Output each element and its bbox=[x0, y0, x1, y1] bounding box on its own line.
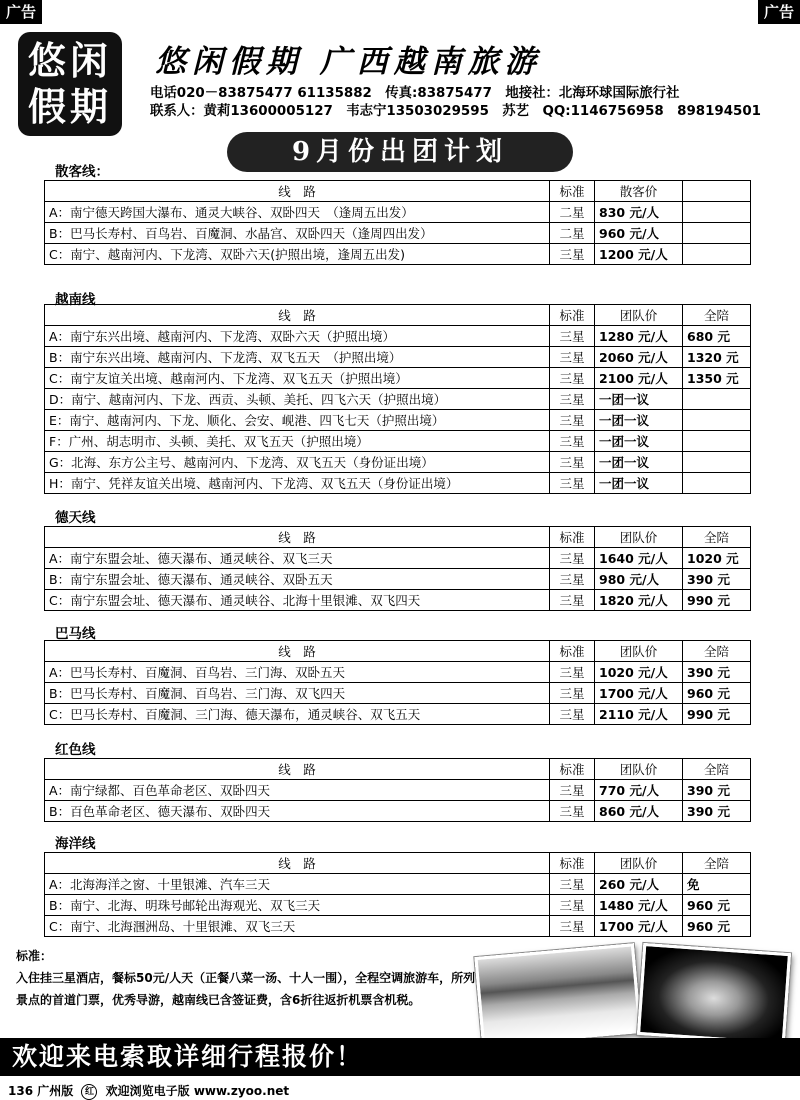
cell-standard: 三星 bbox=[550, 347, 595, 368]
cell-standard: 三星 bbox=[550, 801, 595, 822]
cell-price: 830 元/人 bbox=[595, 202, 683, 223]
table-row bbox=[45, 662, 751, 683]
header-cell-price: 团队价 bbox=[595, 759, 683, 780]
table-row bbox=[45, 801, 751, 822]
cell-route: A：南宁德天跨国大瀑布、通灵大峡谷、双卧四天 （逢周五出发） bbox=[45, 202, 550, 223]
section-label: 德天线 bbox=[55, 510, 96, 526]
brand-logo bbox=[18, 32, 122, 136]
publication-icon: 红 bbox=[81, 1084, 97, 1100]
route-table bbox=[44, 758, 751, 822]
table-row bbox=[45, 368, 751, 389]
header-cell-route: 线 路 bbox=[45, 527, 550, 548]
table-header-row bbox=[45, 759, 751, 780]
cell-route: A：南宁东兴出境、越南河内、下龙湾、双卧六天（护照出境） bbox=[45, 326, 550, 347]
cell-accompany: 390 元 bbox=[683, 569, 751, 590]
cell-route: B：南宁、北海、明珠号邮轮出海观光、双飞三天 bbox=[45, 895, 550, 916]
table-row bbox=[45, 389, 751, 410]
header-cell-route: 线 路 bbox=[45, 181, 550, 202]
cell-accompany: 1020 元 bbox=[683, 548, 751, 569]
cell-route: B：巴马长寿村、百鸟岩、百魔洞、水晶宫、双卧四天（逢周四出发） bbox=[45, 223, 550, 244]
cell-route: A：北海海洋之窗、十里银滩、汽车三天 bbox=[45, 874, 550, 895]
cell-route: C：巴马长寿村、百魔洞、三门海、德天瀑布，通灵峡谷、双飞五天 bbox=[45, 704, 550, 725]
ad-label-right: 广告 bbox=[758, 0, 800, 24]
cell-standard: 三星 bbox=[550, 452, 595, 473]
cell-route: C：南宁东盟会址、德天瀑布、通灵峡谷、北海十里银滩、双飞四天 bbox=[45, 590, 550, 611]
table-header-row bbox=[45, 181, 751, 202]
section-label: 红色线 bbox=[55, 742, 96, 758]
cell-route: G：北海、东方公主号、越南河内、下龙湾、双飞五天（身份证出境） bbox=[45, 452, 550, 473]
table-row bbox=[45, 780, 751, 801]
cell-accompany bbox=[683, 389, 751, 410]
cell-standard: 三星 bbox=[550, 431, 595, 452]
section-label: 散客线： bbox=[55, 164, 109, 180]
page-footer bbox=[8, 1082, 289, 1100]
cell-standard: 三星 bbox=[550, 326, 595, 347]
edition-label: 广州版 bbox=[37, 1084, 74, 1098]
cell-standard: 三星 bbox=[550, 916, 595, 937]
standard-note-title: 标准： bbox=[16, 949, 53, 963]
table-row bbox=[45, 590, 751, 611]
table-row bbox=[45, 916, 751, 937]
header-cell-route: 线 路 bbox=[45, 759, 550, 780]
table-row bbox=[45, 326, 751, 347]
cell-standard: 三星 bbox=[550, 874, 595, 895]
table-header-row bbox=[45, 641, 751, 662]
route-table bbox=[44, 304, 751, 494]
cell-price: 1700 元/人 bbox=[595, 683, 683, 704]
cell-accompany: 390 元 bbox=[683, 662, 751, 683]
cell-standard: 三星 bbox=[550, 244, 595, 265]
cell-price: 2110 元/人 bbox=[595, 704, 683, 725]
cell-route: A：南宁东盟会址、德天瀑布、通灵峡谷、双飞三天 bbox=[45, 548, 550, 569]
cell-route: A：南宁绿都、百色革命老区、双卧四天 bbox=[45, 780, 550, 801]
cell-accompany bbox=[683, 410, 751, 431]
table-row bbox=[45, 569, 751, 590]
table-row bbox=[45, 683, 751, 704]
cell-standard: 二星 bbox=[550, 202, 595, 223]
cell-accompany bbox=[683, 473, 751, 494]
header-cell-accompany: 全陪 bbox=[683, 853, 751, 874]
cell-price: 一团一议 bbox=[595, 389, 683, 410]
cell-standard: 三星 bbox=[550, 389, 595, 410]
cell-standard: 三星 bbox=[550, 410, 595, 431]
page-title-banner: 9月份出团计划 bbox=[227, 132, 573, 172]
cell-standard: 三星 bbox=[550, 662, 595, 683]
section-label: 海洋线 bbox=[55, 836, 96, 852]
header-cell-standard: 标准 bbox=[550, 527, 595, 548]
cell-price: 1200 元/人 bbox=[595, 244, 683, 265]
cell-route: C：南宁、越南河内、下龙湾、双卧六天(护照出境，逢周五出发) bbox=[45, 244, 550, 265]
section-label: 巴马线 bbox=[55, 626, 96, 642]
header-cell-route: 线 路 bbox=[45, 305, 550, 326]
cave-photo bbox=[637, 943, 791, 1045]
cell-standard: 三星 bbox=[550, 590, 595, 611]
cell-accompany bbox=[683, 431, 751, 452]
cell-standard: 三星 bbox=[550, 780, 595, 801]
table-header-row bbox=[45, 527, 751, 548]
table-row bbox=[45, 473, 751, 494]
cell-accompany: 960 元 bbox=[683, 895, 751, 916]
standard-note-text: 入住挂三星酒店，餐标50元/人天（正餐八菜一汤、十人一围），全程空调旅游车，所列景点的首道门票，优秀导游，越南线已含签证费，含6折往返折机票含机税。 bbox=[16, 971, 476, 1007]
header-cell-standard: 标准 bbox=[550, 759, 595, 780]
header-cell-accompany: 全陪 bbox=[683, 527, 751, 548]
cell-price: 一团一议 bbox=[595, 452, 683, 473]
cell-route: C：南宁、北海涠洲岛、十里银滩、双飞三天 bbox=[45, 916, 550, 937]
table-row bbox=[45, 223, 751, 244]
table-row bbox=[45, 410, 751, 431]
cell-standard: 三星 bbox=[550, 368, 595, 389]
cell-accompany: 960 元 bbox=[683, 683, 751, 704]
route-table bbox=[44, 852, 751, 937]
table-header-row bbox=[45, 305, 751, 326]
cell-price: 980 元/人 bbox=[595, 569, 683, 590]
logo-line2: 假期 bbox=[27, 84, 112, 129]
header-cell-accompany bbox=[683, 181, 751, 202]
header-cell-price: 团队价 bbox=[595, 527, 683, 548]
cell-price: 1480 元/人 bbox=[595, 895, 683, 916]
header-cell-accompany: 全陪 bbox=[683, 641, 751, 662]
header-cell-accompany: 全陪 bbox=[683, 305, 751, 326]
cell-route: F：广州、胡志明市、头顿、美托、双飞五天（护照出境） bbox=[45, 431, 550, 452]
route-table bbox=[44, 526, 751, 611]
table-row bbox=[45, 202, 751, 223]
cell-accompany: 390 元 bbox=[683, 780, 751, 801]
cell-standard: 三星 bbox=[550, 569, 595, 590]
cell-price: 960 元/人 bbox=[595, 223, 683, 244]
contact-line-1: 电话020－83875477 61135882 传真:83875477 地接社：北海环球国际旅行社 bbox=[150, 86, 680, 101]
cell-accompany: 免 bbox=[683, 874, 751, 895]
header-cell-price: 散客价 bbox=[595, 181, 683, 202]
call-to-action-bar: 欢迎来电索取详细行程报价！ bbox=[0, 1038, 800, 1076]
brand-slogan: 悠闲假期 广西越南旅游 bbox=[155, 44, 542, 80]
cell-accompany: 990 元 bbox=[683, 590, 751, 611]
header-cell-route: 线 路 bbox=[45, 853, 550, 874]
table-header-row bbox=[45, 853, 751, 874]
table-row bbox=[45, 874, 751, 895]
website-link[interactable]: 欢迎浏览电子版 www.zyoo.net bbox=[105, 1084, 290, 1098]
cell-accompany: 390 元 bbox=[683, 801, 751, 822]
cell-standard: 二星 bbox=[550, 223, 595, 244]
cell-accompany bbox=[683, 452, 751, 473]
header-cell-price: 团队价 bbox=[595, 853, 683, 874]
header-cell-accompany: 全陪 bbox=[683, 759, 751, 780]
table-row bbox=[45, 244, 751, 265]
header-cell-standard: 标准 bbox=[550, 853, 595, 874]
beach-photo bbox=[474, 943, 641, 1047]
cell-price: 一团一议 bbox=[595, 473, 683, 494]
header-cell-standard: 标准 bbox=[550, 181, 595, 202]
logo-line1: 悠闲 bbox=[27, 38, 112, 83]
cell-accompany: 680 元 bbox=[683, 326, 751, 347]
table-row bbox=[45, 895, 751, 916]
cell-accompany: 960 元 bbox=[683, 916, 751, 937]
cell-standard: 三星 bbox=[550, 473, 595, 494]
cell-standard: 三星 bbox=[550, 683, 595, 704]
cell-price: 770 元/人 bbox=[595, 780, 683, 801]
table-row bbox=[45, 704, 751, 725]
cell-price: 260 元/人 bbox=[595, 874, 683, 895]
cell-price: 1700 元/人 bbox=[595, 916, 683, 937]
cell-accompany bbox=[683, 244, 751, 265]
table-row bbox=[45, 452, 751, 473]
cell-route: D：南宁、越南河内、下龙、西贡、头顿、美托、四飞六天（护照出境） bbox=[45, 389, 550, 410]
header-cell-standard: 标准 bbox=[550, 641, 595, 662]
table-row bbox=[45, 347, 751, 368]
cell-price: 2100 元/人 bbox=[595, 368, 683, 389]
cell-route: H：南宁、凭祥友谊关出境、越南河内、下龙湾、双飞五天（身份证出境） bbox=[45, 473, 550, 494]
header-cell-price: 团队价 bbox=[595, 305, 683, 326]
cell-accompany: 990 元 bbox=[683, 704, 751, 725]
cell-route: B：百色革命老区、德天瀑布、双卧四天 bbox=[45, 801, 550, 822]
cell-route: C：南宁友谊关出境、越南河内、下龙湾、双飞五天（护照出境） bbox=[45, 368, 550, 389]
cell-route: B：巴马长寿村、百魔洞、百鸟岩、三门海、双飞四天 bbox=[45, 683, 550, 704]
cell-standard: 三星 bbox=[550, 895, 595, 916]
route-table bbox=[44, 640, 751, 725]
cell-route: B：南宁东盟会址、德天瀑布、通灵峡谷、双卧五天 bbox=[45, 569, 550, 590]
cell-accompany: 1350 元 bbox=[683, 368, 751, 389]
cell-accompany bbox=[683, 202, 751, 223]
cell-route: B：南宁东兴出境、越南河内、下龙湾、双飞五天 （护照出境） bbox=[45, 347, 550, 368]
header-cell-route: 线 路 bbox=[45, 641, 550, 662]
standard-note bbox=[16, 945, 476, 1011]
cell-route: E：南宁、越南河内、下龙、顺化、会安、岘港、四飞七天（护照出境） bbox=[45, 410, 550, 431]
table-row bbox=[45, 548, 751, 569]
cell-price: 1020 元/人 bbox=[595, 662, 683, 683]
cell-accompany: 1320 元 bbox=[683, 347, 751, 368]
cell-price: 1820 元/人 bbox=[595, 590, 683, 611]
cell-price: 860 元/人 bbox=[595, 801, 683, 822]
header-cell-price: 团队价 bbox=[595, 641, 683, 662]
route-table bbox=[44, 180, 751, 265]
cell-standard: 三星 bbox=[550, 704, 595, 725]
header-cell-standard: 标准 bbox=[550, 305, 595, 326]
table-row bbox=[45, 431, 751, 452]
cell-price: 1640 元/人 bbox=[595, 548, 683, 569]
page-number: 136 bbox=[8, 1084, 34, 1098]
contact-line-2: 联系人：黄莉13600005127 韦志宁13503029595 苏艺 QQ:1146756958 898194501 bbox=[150, 104, 761, 119]
cell-route: A：巴马长寿村、百魔洞、百鸟岩、三门海、双卧五天 bbox=[45, 662, 550, 683]
cell-price: 一团一议 bbox=[595, 410, 683, 431]
cell-price: 2060 元/人 bbox=[595, 347, 683, 368]
cell-price: 1280 元/人 bbox=[595, 326, 683, 347]
cell-accompany bbox=[683, 223, 751, 244]
section-label: 越南线 bbox=[55, 292, 96, 308]
cell-price: 一团一议 bbox=[595, 431, 683, 452]
ad-label-left: 广告 bbox=[0, 0, 42, 24]
cell-standard: 三星 bbox=[550, 548, 595, 569]
